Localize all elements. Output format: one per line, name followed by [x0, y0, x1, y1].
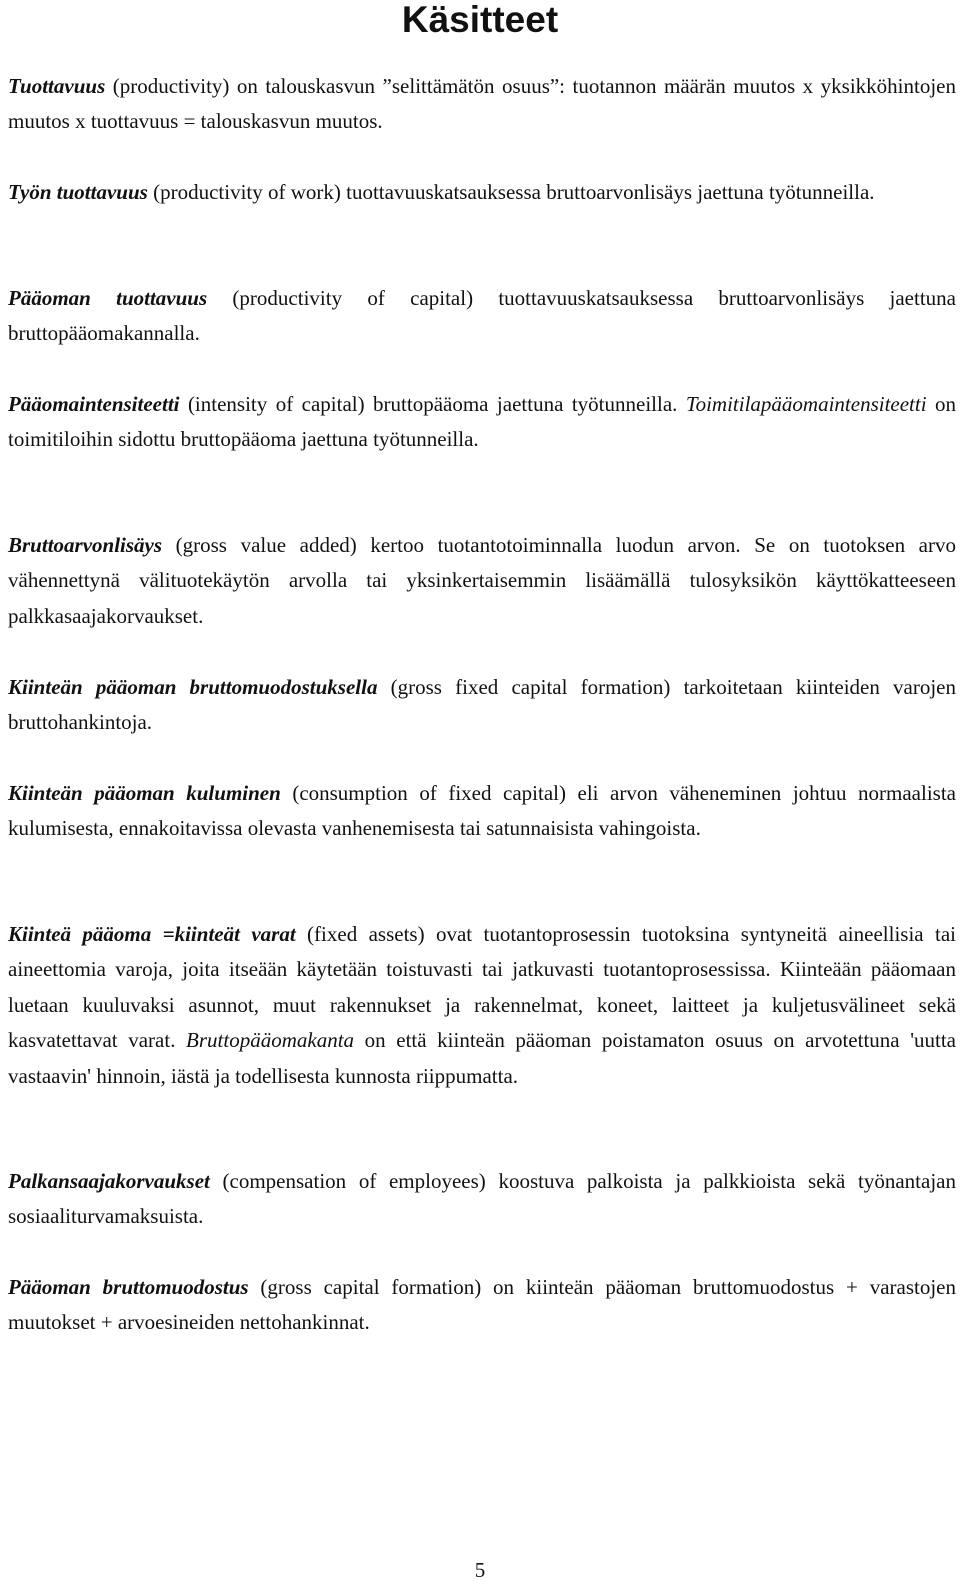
italic-term: Toimitilapääomaintensiteetti [685, 392, 927, 416]
definition-tuottavuus [8, 69, 956, 140]
term: Tuottavuus [8, 74, 106, 98]
term: Kiinteän pääoman bruttomuodostuksella [8, 675, 378, 699]
term: Pääoman tuottavuus [8, 286, 208, 310]
definition-text-continued: on että kiinteän pääoman poistamaton osuus on arvotettuna 'uutta vastaavin' hinnoin, iästä ja todellisesta kunnosta riippumatta. [8, 1028, 956, 1088]
definition-text: (gross capital formation) on kiinteän pääoman bruttomuodostus + varastojen muutokset + arvoesineiden nettohankinnat. [8, 1275, 957, 1335]
page-number: 5 [474, 1558, 486, 1582]
definition-text: (productivity of work) tuottavuuskatsauksessa bruttoarvonlisäys jaettuna työtunneilla. [147, 180, 875, 204]
definition-text: (compensation of employees) koostuva palkoista ja palkkioista sekä työnantajan sosiaaliturvamaksuista. [8, 1169, 956, 1229]
definition-text-continued: on toimitiloihin sidottu bruttopääoma jaettuna työtunneilla. [8, 392, 956, 452]
definition-text: (productivity of capital) tuottavuuskatsauksessa bruttoarvonlisäys jaettuna bruttopääomakannalla. [8, 286, 956, 346]
term: Työn tuottavuus [8, 180, 148, 204]
definition-paaomaintensiteetti [8, 387, 956, 458]
definition-bruttoarvonlisays [8, 528, 956, 634]
term: Palkansaajakorvaukset [8, 1169, 210, 1193]
definition-paaoman-tuottavuus [8, 281, 956, 352]
term: Kiinteän pääoman kuluminen [8, 781, 281, 805]
definition-text: (fixed assets) ovat tuotantoprosessin tuotoksina syntyneitä aineellisia tai aineettomia varoja, joita itseään käytetään toistuvasti tai jatkuvasti tuotantoprosessissa. Kiinteään pääomaan luetaan kuuluvaksi asunnot, muut rakennukset ja rakennelmat, koneet, laitteet ja kuljetusvälineet sekä kasvatettavat varat. [8, 922, 956, 1053]
definition-kiintean-paaoman-bruttomuodostus [8, 670, 956, 741]
definition-text: (intensity of capital) bruttopääoma jaettuna työtunneilla. [179, 392, 686, 416]
term: Bruttoarvonlisäys [8, 533, 163, 557]
definition-paaoman-bruttomuodostus [8, 1270, 956, 1341]
italic-term: Bruttopääomakanta [186, 1028, 355, 1053]
term: Pääomaintensiteetti [8, 392, 180, 416]
definition-text: (productivity) on talouskasvun ”selittämätön osuus”: tuotannon määrän muutos x yksikköhintojen muutos x tuottavuus = talouskasvun muutos. [8, 74, 956, 134]
definition-kiintea-paaoma [8, 917, 956, 1094]
definition-kiintean-paaoman-kuluminen [8, 776, 956, 847]
definition-text: (gross fixed capital formation) tarkoitetaan kiinteiden varojen bruttohankintoja. [8, 675, 957, 735]
definition-text: (gross value added) kertoo tuotantotoiminnalla luodun arvon. Se on tuotoksen arvo vähennettynä välituotekäytön arvolla tai yksinkertaisemmin lisäämällä tulosyksikön käyttökatteeseen palkkasaajakorvaukset. [8, 533, 956, 628]
page-title: Käsitteet [401, 0, 559, 40]
definition-palkansaajakorvaukset [8, 1164, 956, 1235]
definition-text: (consumption of fixed capital) eli arvon väheneminen johtuu normaalista kulumisesta, ennakoitavissa olevasta vanhenemisesta tai satunnaisista vahingoista. [8, 781, 956, 841]
definition-tyon-tuottavuus [8, 175, 956, 210]
term: Kiinteä pääoma =kiinteät varat [8, 922, 296, 946]
term: Pääoman bruttomuodostus [8, 1275, 249, 1299]
